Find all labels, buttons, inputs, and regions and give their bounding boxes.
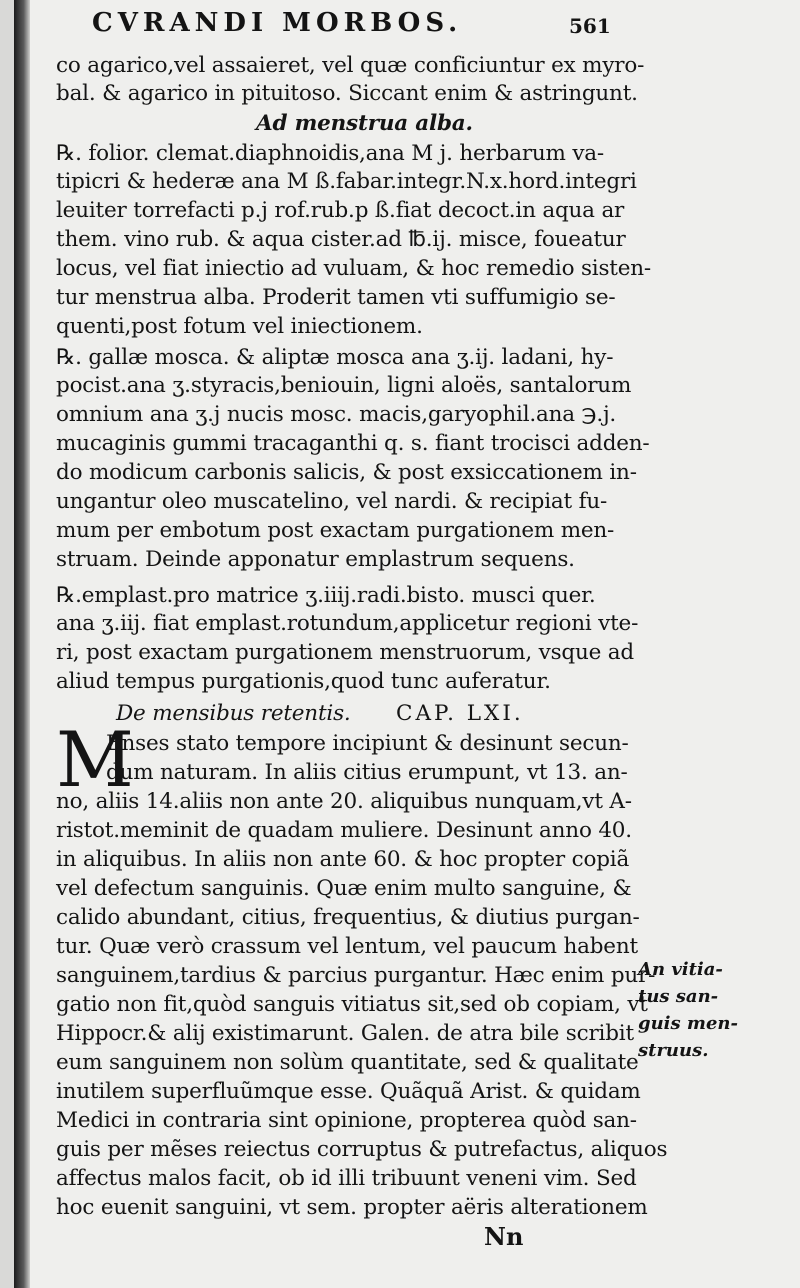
text-line: eum sanguinem non solùm quantitate, sed & qualitate xyxy=(56,1050,639,1075)
text-line: tipicri & hederæ ana M ß.fabar.integr.N.x.hord.integri xyxy=(56,169,637,194)
drop-cap: M xyxy=(56,715,134,804)
text-line: calido abundant, citius, frequentius, & diutius purgan- xyxy=(56,905,640,930)
text-line: hoc euenit sanguini, vt sem. propter aëris alterationem xyxy=(56,1195,648,1220)
text-line: sanguinem,tardius & parcius purgantur. Hæc enim pur- xyxy=(56,963,656,988)
text-line: mum per embotum post exactam purgationem men- xyxy=(56,518,615,543)
book-page xyxy=(14,0,800,1288)
chapter-title: De mensibus retentis. xyxy=(116,701,351,726)
text-line: Enses stato tempore incipiunt & desinunt secun- xyxy=(106,731,629,756)
text-line: Hippocr.& alij existimarunt. Galen. de atra bile scribit xyxy=(56,1021,634,1046)
text-line: co agarico,vel assaieret, vel quæ conficiuntur ex myro- xyxy=(56,53,645,78)
text-line: ℞. folior. clemat.diaphnoidis,ana M j. herbarum va- xyxy=(56,141,604,166)
text-line: bal. & agarico in pituitoso. Siccant enim & astringunt. xyxy=(56,81,638,106)
text-line: vel defectum sanguinis. Quæ enim multo sanguine, & xyxy=(56,876,632,901)
text-line: struam. Deinde apponatur emplastrum sequens. xyxy=(56,547,575,572)
text-line: leuiter torrefacti p.j rof.rub.p ß.fiat decoct.in aqua ar xyxy=(56,198,625,223)
text-line: tur menstrua alba. Proderit tamen vti suffumigio se- xyxy=(56,285,616,310)
running-title: CVRANDI MORBOS. xyxy=(92,8,463,38)
text-line: pocist.ana ʒ.styracis,beniouin, ligni aloës, santalorum xyxy=(56,373,632,398)
text-line: quenti,post fotum vel iniectionem. xyxy=(56,314,423,339)
text-line: ℞.emplast.pro matrice ʒ.iiij.radi.bisto. musci quer. xyxy=(56,583,596,608)
text-line: tur. Quæ verò crassum vel lentum, vel paucum habent xyxy=(56,934,638,959)
text-line: do modicum carbonis salicis, & post exsiccationem in- xyxy=(56,460,637,485)
text-line: aliud tempus purgationis,quod tunc auferatur. xyxy=(56,669,551,694)
margin-note-line: tus san- xyxy=(638,986,719,1007)
text-line: dum naturam. In aliis citius erumpunt, vt 13. an- xyxy=(106,760,628,785)
text-line: no, aliis 14.aliis non ante 20. aliquibus nunquam,vt A- xyxy=(56,789,632,814)
chapter-number: CAP. LXI. xyxy=(396,701,524,726)
text-line: in aliquibus. In aliis non ante 60. & hoc propter copiã xyxy=(56,847,630,872)
page-number: 561 xyxy=(569,14,611,38)
page-gutter-shadow xyxy=(14,0,30,1288)
text-line: omnium ana ʒ.j nucis mosc. macis,garyophil.ana ℈.j. xyxy=(56,402,617,427)
text-line: mucaginis gummi tracaganthi q. s. fiant trocisci adden- xyxy=(56,431,650,456)
text-line: ℞. gallæ mosca. & aliptæ mosca ana ʒ.ij. ladani, hy- xyxy=(56,345,614,370)
margin-note-line: struus. xyxy=(638,1040,709,1061)
text-line: affectus malos facit, ob id illi tribuunt veneni vim. Sed xyxy=(56,1166,637,1191)
margin-note-line: guis men- xyxy=(638,1013,738,1034)
text-line: inutilem superfluũmque esse. Quãquã Arist. & quidam xyxy=(56,1079,641,1104)
text-line: guis per mẽses reiectus corruptus & putrefactus, aliquos xyxy=(56,1137,668,1162)
text-line: them. vino rub. & aqua cister.ad ℔.ij. misce, foueatur xyxy=(56,227,626,252)
text-line: ristot.meminit de quadam muliere. Desinunt anno 40. xyxy=(56,818,632,843)
text-line: ana ʒ.iij. fiat emplast.rotundum,applicetur regioni vte- xyxy=(56,611,639,636)
text-line: ungantur oleo muscatelino, vel nardi. & recipiat fu- xyxy=(56,489,608,514)
text-line: Medici in contraria sint opinione, propterea quòd san- xyxy=(56,1108,637,1133)
text-line: locus, vel fiat iniectio ad vuluam, & hoc remedio sisten- xyxy=(56,256,651,281)
section-heading: Ad menstrua alba. xyxy=(256,111,473,136)
text-line: gatio non fit,quòd sanguis vitiatus sit,sed ob copiam, vt xyxy=(56,992,648,1017)
text-line: ri, post exactam purgationem menstruorum, vsque ad xyxy=(56,640,634,665)
signature-mark: Nn xyxy=(484,1222,524,1251)
margin-note xyxy=(638,956,788,1064)
margin-note-line: An vitia- xyxy=(638,959,723,980)
